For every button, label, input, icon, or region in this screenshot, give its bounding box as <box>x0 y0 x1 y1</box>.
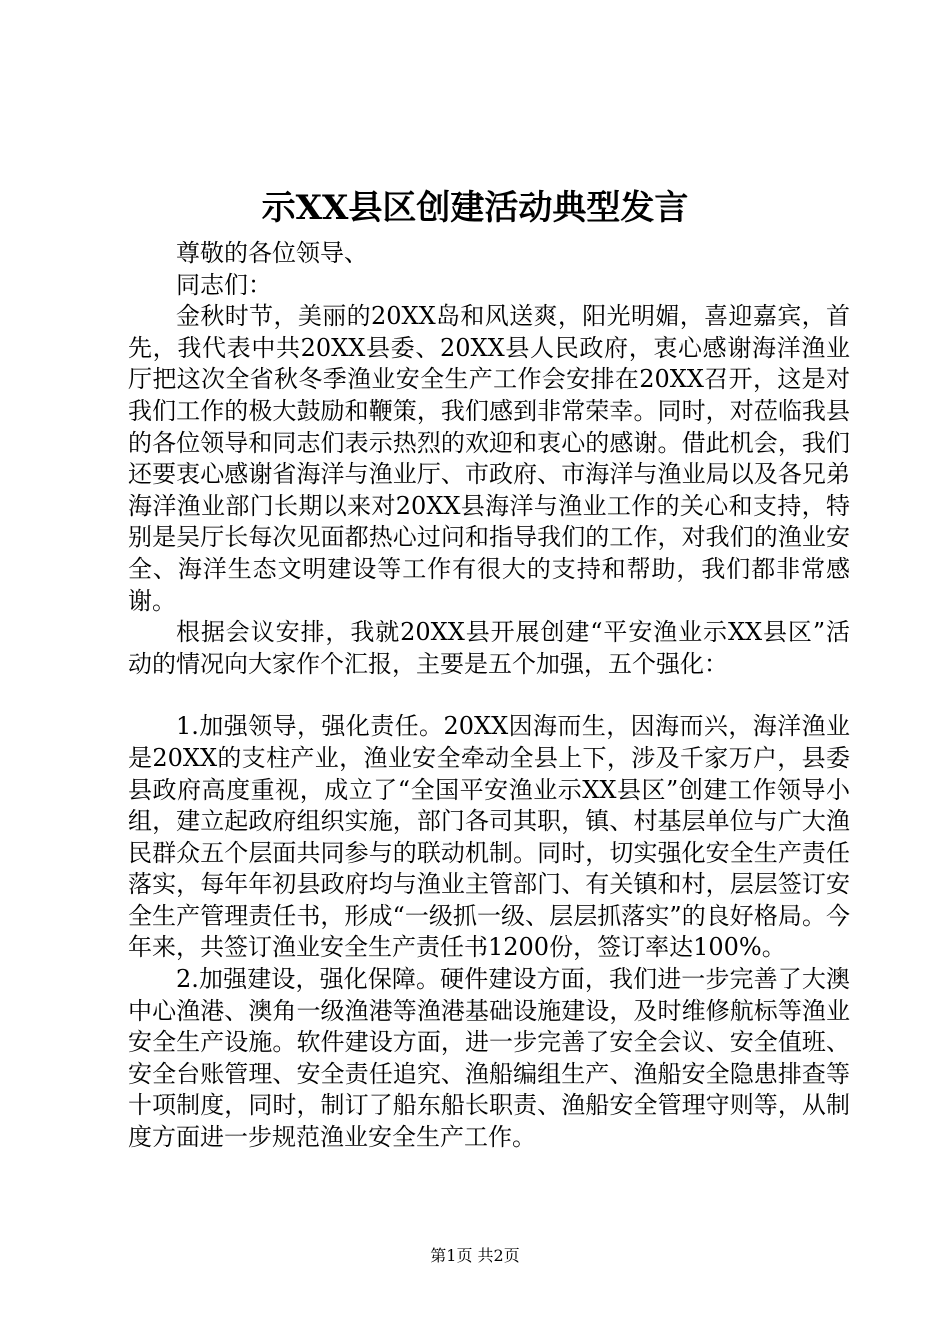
salutation-line: 同志们： <box>176 270 272 299</box>
salutation-line: 尊敬的各位领导、 <box>176 239 368 267</box>
document-title: 示XX县区创建活动典型发言 <box>261 188 689 228</box>
body-paragraph: 2.加强建设，强化保障。硬件建设方面，我们进一步完善了大澳中心渔港、澳角一级渔港等渔港基础设施建设，及时维修航标等渔业安全生产设施。软件建设方面，进一步完善了安全会议、安全值班、安全台账管理、安全责任追究、渔船编组生产、渔船安全隐患排查等十项制度，同时，制订了船东船长职责、渔船安全管理守则等，从制度方面进一步规范渔业安全生产工作。 <box>128 965 850 1152</box>
body-paragraph: 金秋时节，美丽的20XX岛和风送爽，阳光明媚，喜迎嘉宾，首先，我代表中共20XX县委、20XX县人民政府，衷心感谢海洋渔业厅把这次全省秋冬季渔业安全生产工作会安排在20XX召开，这是对我们工作的极大鼓励和鞭策，我们感到非常荣幸。同时，对莅临我县的各位领导和同志们表示热烈的欢迎和衷心的感谢。借此机会，我们还要衷心感谢省海洋与渔业厅、市政府、市海洋与渔业局以及各兄弟海洋渔业部门长期以来对20XX县海洋与渔业工作的关心和支持，特别是吴厅长每次见面都热心过问和指导我们的工作，对我们的渔业安全、海洋生态文明建设等工作有很大的支持和帮助，我们都非常感谢。 <box>128 302 850 615</box>
body-paragraph: 根据会议安排，我就20XX县开展创建“平安渔业示XX县区”活动的情况向大家作个汇报，主要是五个加强，五个强化： <box>128 618 850 678</box>
body-paragraph: 1.加强领导，强化责任。20XX因海而生，因海而兴，海洋渔业是20XX的支柱产业，渔业安全牵动全县上下，涉及千家万户，县委县政府高度重视，成立了“全国平安渔业示XX县区”创建工作领导小组，建立起政府组织实施，部门各司其职，镇、村基层单位与广大渔民群众五个层面共同参与的联动机制。同时，切实强化安全生产责任落实，每年年初县政府均与渔业主管部门、有关镇和村，层层签订安全生产管理责任书，形成“一级抓一级、层层抓落实”的良好格局。今年来，共签订渔业安全生产责任书1200份，签订率达100%。 <box>128 712 850 962</box>
document-body <box>128 238 850 1154</box>
page-footer: 第1页 共2页 <box>430 1246 520 1265</box>
